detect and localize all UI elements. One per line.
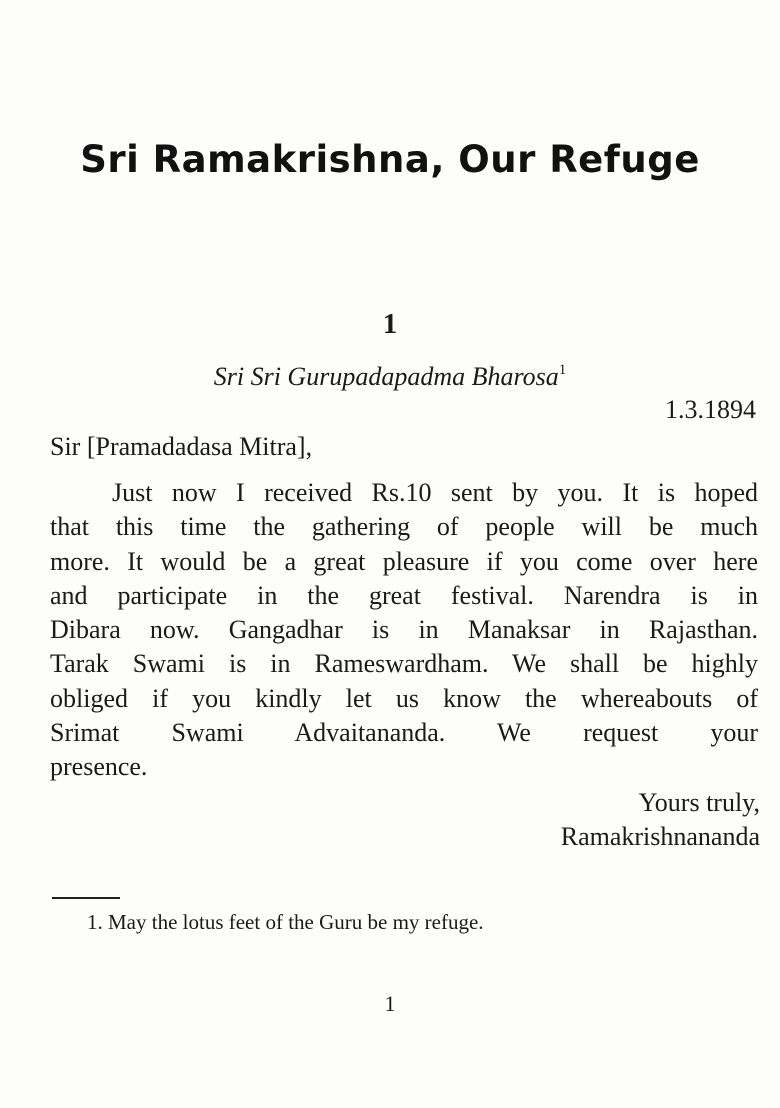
body-line: Srimat Swami Advaitananda. We request your (50, 718, 758, 748)
body-line: that this time the gathering of people will be much (50, 512, 758, 542)
body-line: more. It would be a great pleasure if you come over here (50, 546, 758, 576)
body-line: obliged if you kindly let us know the whereabouts of (50, 683, 758, 713)
body-line: and participate in the great festival. Narendra is in (50, 580, 758, 610)
invocation-text: Sri Sri Gurupadapadma Bharosa (213, 362, 559, 391)
closing-phrase: Yours truly, (638, 788, 760, 817)
letter-date: 1.3.1894 (665, 395, 756, 424)
footnote-divider (52, 897, 120, 899)
body-line: presence. (50, 752, 148, 782)
body-line: Dibara now. Gangadhar is in Manaksar in Rajasthan. (50, 615, 758, 645)
letter-salutation: Sir [Pramadadasa Mitra], (50, 432, 313, 461)
footnote-reference: 1 (558, 362, 567, 378)
signature: Ramakrishnananda (560, 822, 760, 851)
letter-body (50, 476, 758, 785)
letter-invocation (0, 362, 780, 392)
letter-number: 1 (382, 308, 398, 340)
chapter-title: Sri Ramakrishna, Our Refuge (80, 138, 700, 181)
body-line: Tarak Swami is in Rameswardham. We shall be highly (50, 649, 758, 679)
body-line: Just now I received Rs.10 sent by you. It is hoped (112, 478, 758, 507)
letter-closing (561, 786, 760, 854)
footnote: 1. May the lotus feet of the Guru be my refuge. (87, 910, 484, 934)
page-number: 1 (384, 991, 396, 1016)
